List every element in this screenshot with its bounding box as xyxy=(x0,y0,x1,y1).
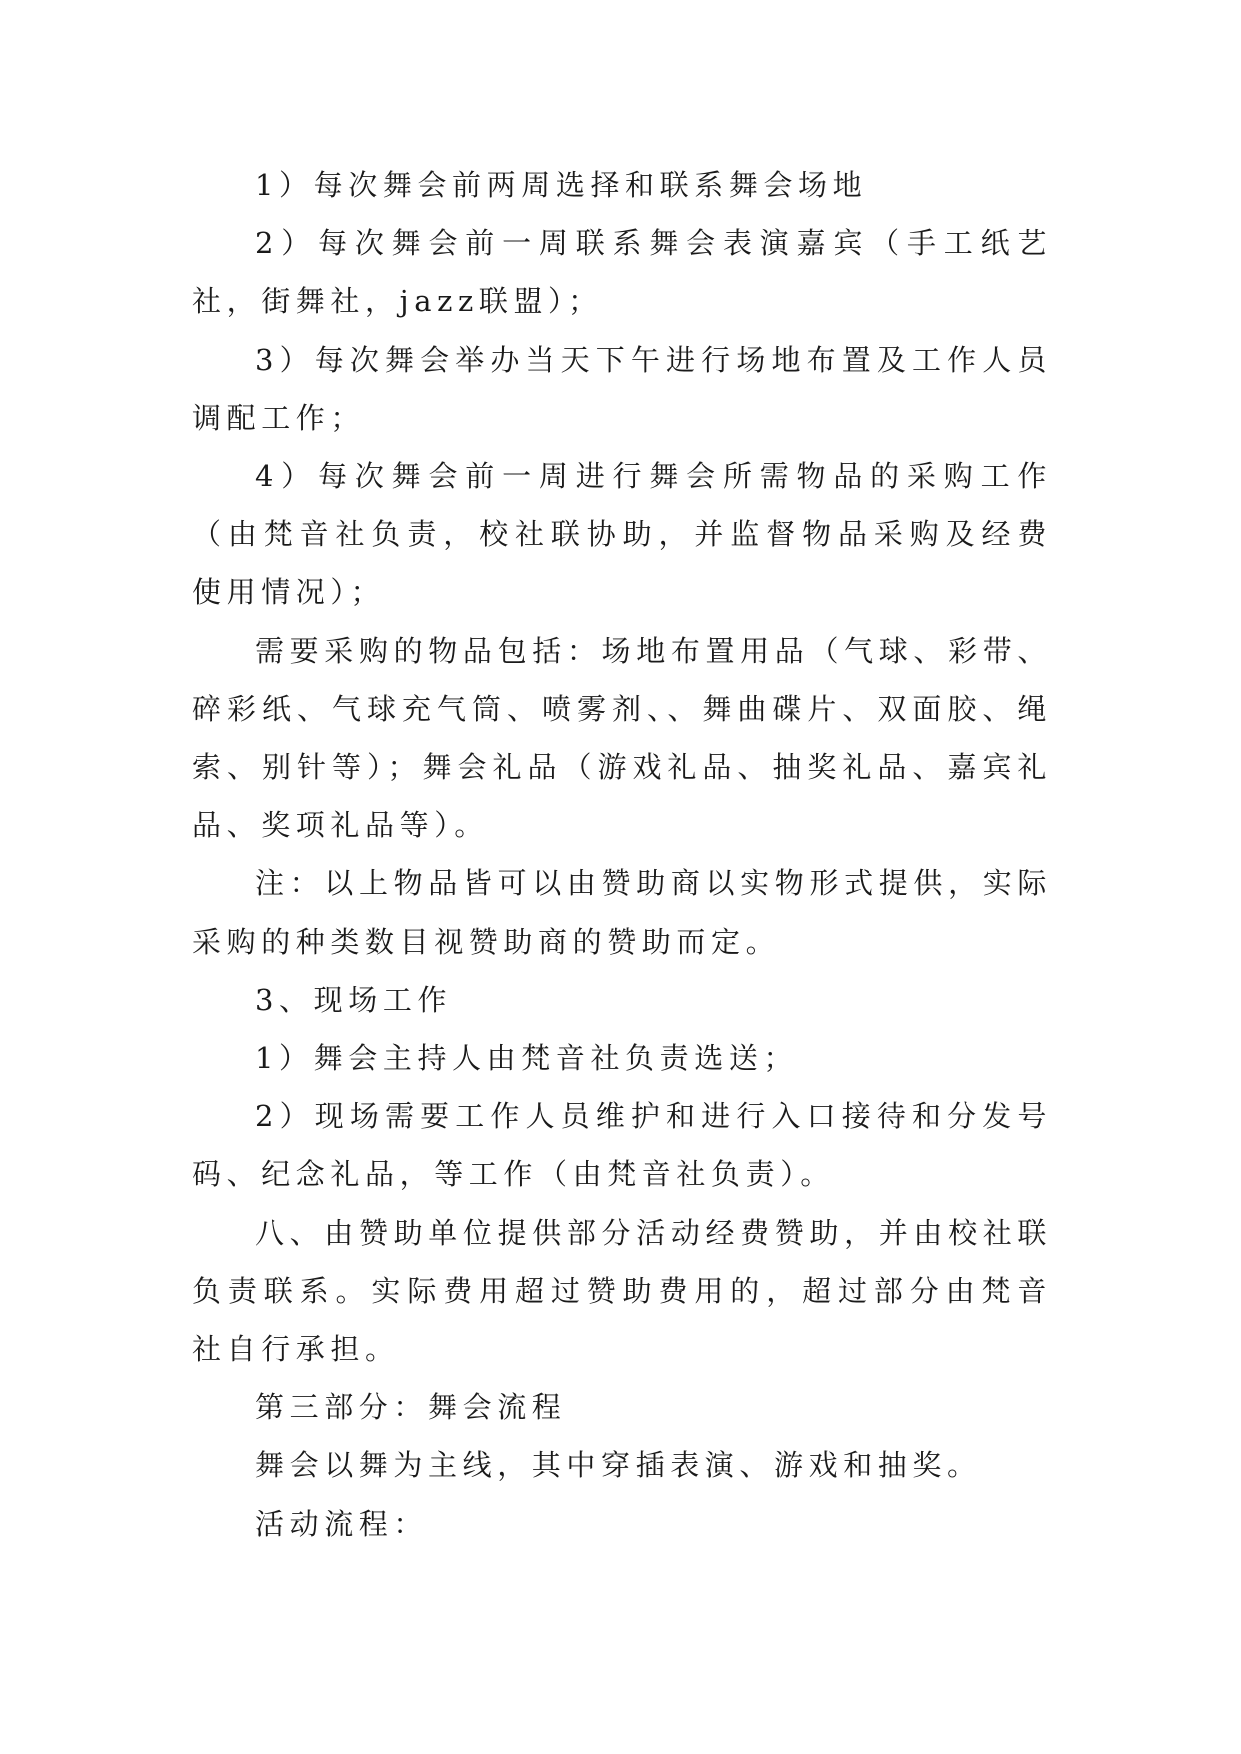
paragraph-sponsor-note: 注：以上物品皆可以由赞助商以实物形式提供，实际采购的种类数目视赞助商的赞助而定。 xyxy=(192,866,1052,959)
paragraph-items-list: 需要采购的物品包括：场地布置用品（气球、彩带、碎彩纸、气球充气筒、喷雾剂、、舞曲碟片、双面胶、绳索、别针等）；舞会礼品（游戏礼品、抽奖礼品、嘉宾礼品、奖项礼品等）。 xyxy=(192,633,1052,843)
paragraph-dance-mainline: 舞会以舞为主线，其中穿插表演、游戏和抽奖。 xyxy=(255,1448,982,1483)
paragraph-venue-selection: 1）每次舞会前两周选择和联系舞会场地 xyxy=(255,168,868,202)
paragraph-onsite-staff: 2）现场需要工作人员维护和进行入口接待和分发号码、纪念礼品，等工作（由梵音社负责）。 xyxy=(192,1099,1052,1192)
paragraph-guest-contact: 2）每次舞会前一周联系舞会表演嘉宾（手工纸艺社，街舞社，jazz联盟）； xyxy=(192,226,1052,319)
paragraph-host-selection: 1）舞会主持人由梵音社负责选送； xyxy=(255,1041,799,1076)
paragraph-funding: 八、由赞助单位提供部分活动经费赞助，并由校社联负责联系。实际费用超过赞助费用的，超过部分由梵音社自行承担。 xyxy=(192,1215,1052,1367)
paragraph-activity-flow: 活动流程： xyxy=(255,1506,429,1541)
paragraph-procurement: 4）每次舞会前一周进行舞会所需物品的采购工作（由梵音社负责，校社联协助，并监督物品采购及经费使用情况）； xyxy=(192,459,1052,610)
section-heading-onsite-work: 3、现场工作 xyxy=(255,982,453,1017)
document-body xyxy=(192,156,1052,1553)
section-heading-part-three: 第三部分：舞会流程 xyxy=(255,1390,567,1425)
paragraph-venue-setup: 3）每次舞会举办当天下午进行场地布置及工作人员调配工作； xyxy=(192,342,1052,435)
